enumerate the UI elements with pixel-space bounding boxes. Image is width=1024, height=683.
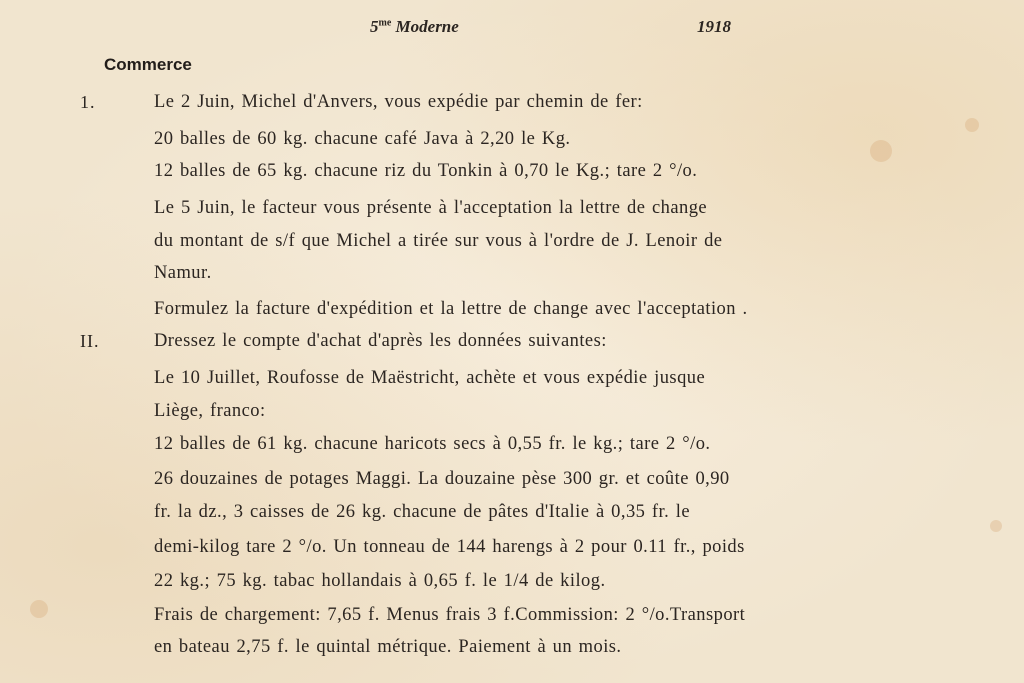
exercise-line: Formulez la facture d'expédition et la lettre de change avec l'acceptation . bbox=[154, 299, 748, 319]
exercise-line: en bateau 2,75 f. le quintal métrique. Paiement à un mois. bbox=[154, 637, 622, 657]
series-heading bbox=[370, 17, 459, 37]
stain-spot bbox=[30, 600, 48, 618]
series-number: 5 bbox=[370, 17, 379, 36]
series-suffix: me bbox=[378, 17, 392, 29]
exercise-line: Le 2 Juin, Michel d'Anvers, vous expédie par chemin de fer: bbox=[154, 92, 643, 112]
exercise-line: Frais de chargement: 7,65 f. Menus frais 3 f.Commission: 2 °/o.Transport bbox=[154, 605, 746, 625]
series-label: Moderne bbox=[395, 17, 459, 36]
exercise-line: demi-kilog tare 2 °/o. Un tonneau de 144 harengs à 2 pour 0.11 fr., poids bbox=[154, 537, 745, 557]
exercise-number: II. bbox=[80, 331, 100, 351]
exercise-line: Le 5 Juin, le facteur vous présente à l'acceptation la lettre de change bbox=[154, 198, 708, 218]
exercise-line: fr. la dz., 3 caisses de 26 kg. chacune de pâtes d'Italie à 0,35 fr. le bbox=[154, 502, 691, 522]
exercise-line: Dressez le compte d'achat d'après les données suivantes: bbox=[154, 331, 607, 351]
stain-spot bbox=[990, 520, 1002, 532]
exercise-line: 20 balles de 60 kg. chacune café Java à 2,20 le Kg. bbox=[154, 129, 571, 149]
stain-spot bbox=[870, 140, 892, 162]
exercise-line: du montant de s/f que Michel a tirée sur vous à l'ordre de J. Lenoir de bbox=[154, 231, 723, 251]
exercise-line: 26 douzaines de potages Maggi. La douzaine pèse 300 gr. et coûte 0,90 bbox=[154, 469, 730, 489]
exercise-line: Le 10 Juillet, Roufosse de Maëstricht, achète et vous expédie jusque bbox=[154, 368, 706, 388]
exercise-line: 12 balles de 61 kg. chacune haricots secs à 0,55 fr. le kg.; tare 2 °/o. bbox=[154, 434, 711, 454]
exercise-line: Liège, franco: bbox=[154, 401, 266, 421]
exercise-line: Namur. bbox=[154, 263, 212, 283]
exercise-line: 12 balles de 65 kg. chacune riz du Tonkin à 0,70 le Kg.; tare 2 °/o. bbox=[154, 161, 698, 181]
exercise-line: 22 kg.; 75 kg. tabac hollandais à 0,65 f. le 1/4 de kilog. bbox=[154, 571, 606, 591]
subject-title: Commerce bbox=[104, 55, 192, 74]
exercise-number: 1. bbox=[80, 92, 96, 112]
year-heading: 1918 bbox=[697, 17, 731, 36]
stain-spot bbox=[965, 118, 979, 132]
